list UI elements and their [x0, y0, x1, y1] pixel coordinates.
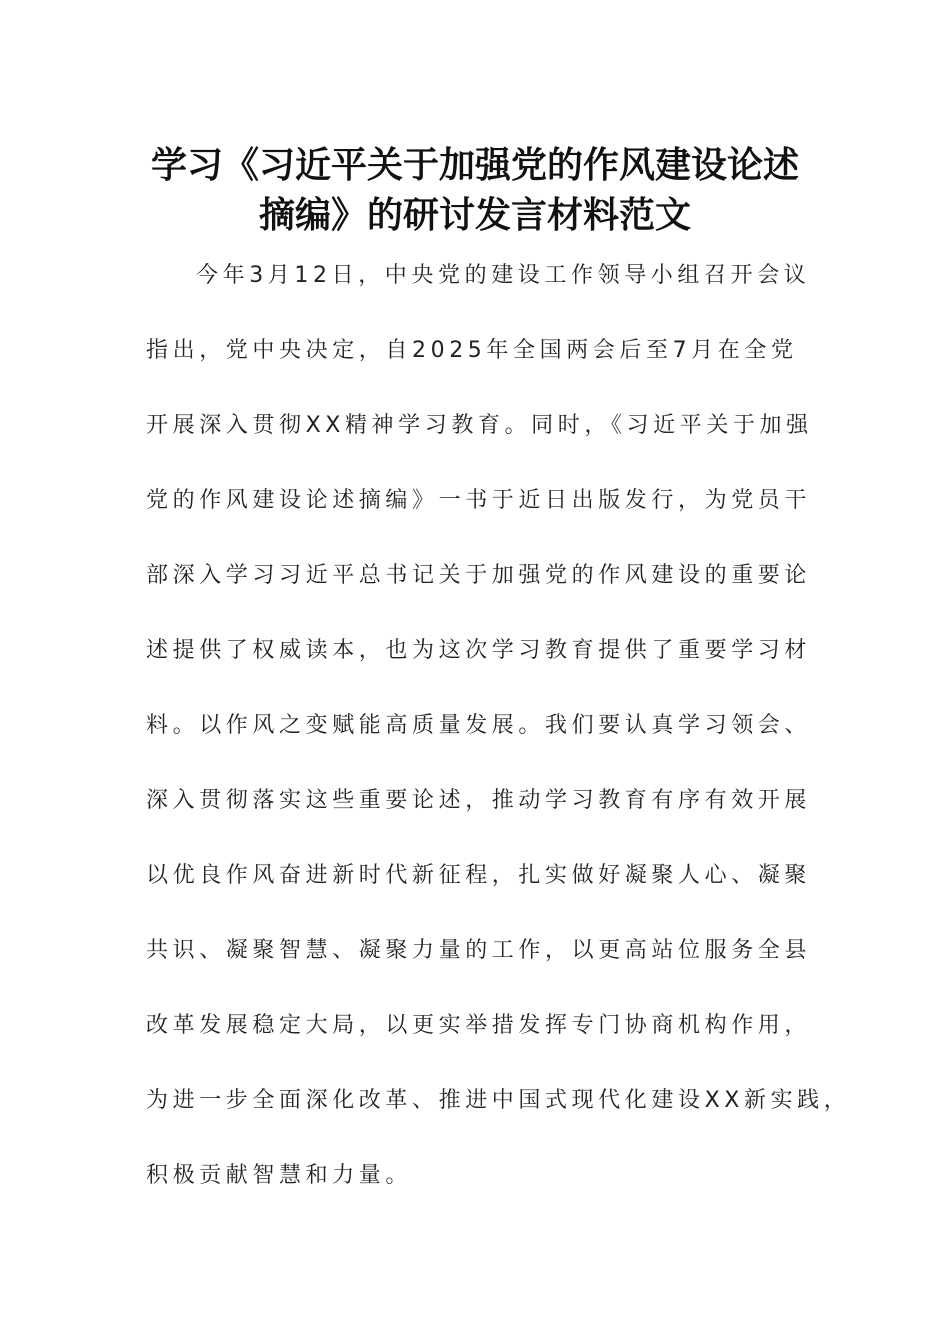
document-body [146, 238, 851, 1213]
body-line-5: 部深入学习习近平总书记关于加强党的作风建设的重要论 [146, 563, 812, 588]
title-line-1: 学习《习近平关于加强党的作风建设论述 [150, 144, 799, 186]
body-line-6: 述提供了权威读本，也为这次学习教育提供了重要学习材 [146, 638, 812, 663]
body-line-10: 共识、凝聚智慧、凝聚力量的工作，以更高站位服务全县 [146, 938, 812, 963]
body-line-7: 料。以作风之变赋能高质量发展。我们要认真学习领会、 [146, 713, 812, 738]
body-line-13: 积极贡献智慧和力量。 [146, 1163, 413, 1188]
body-line-9: 以优良作风奋进新时代新征程，扎实做好凝聚人心、凝聚 [146, 863, 812, 888]
body-line-2: 指出，党中央决定，自2025年全国两会后至7月在全党 [146, 338, 798, 363]
document-title [120, 140, 830, 240]
body-line-12: 为进一步全面深化改革、推进中国式现代化建设XX新实践， [146, 1088, 851, 1113]
body-line-8: 深入贯彻落实这些重要论述，推动学习教育有序有效开展 [146, 788, 812, 813]
body-line-11: 改革发展稳定大局，以更实举措发挥专门协商机构作用， [146, 1013, 812, 1038]
body-line-4: 党的作风建设论述摘编》一书于近日出版发行，为党员干 [146, 488, 812, 513]
title-line-2: 摘编》的研讨发言材料范文 [258, 194, 691, 236]
body-line-1: 今年3月12日，中央党的建设工作领导小组召开会议 [196, 263, 811, 288]
body-line-3: 开展深入贯彻XX精神学习教育。同时，《习近平关于加强 [146, 413, 813, 438]
